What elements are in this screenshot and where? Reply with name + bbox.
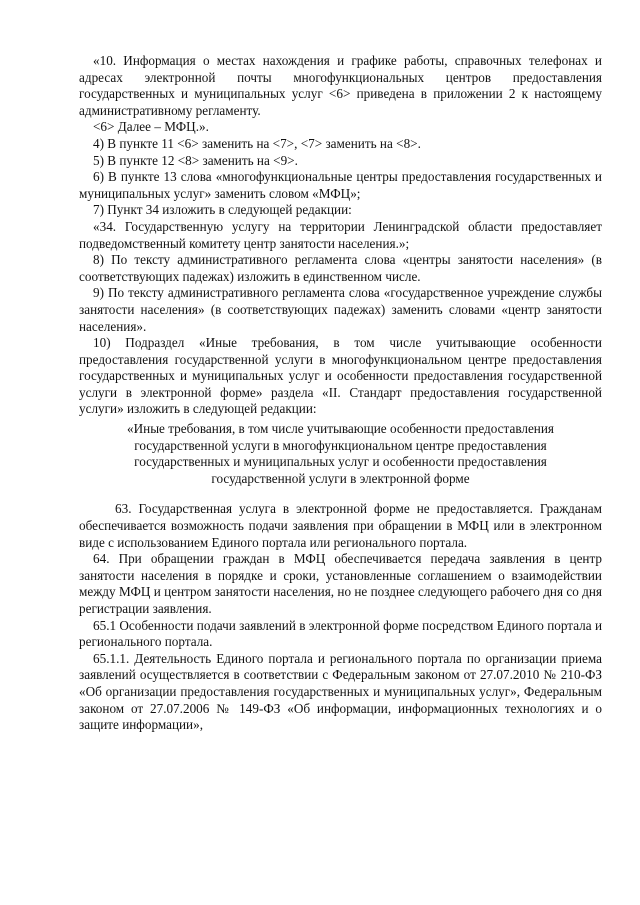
paragraph-34-quote: «34. Государственную услугу на территории Ленинградской области предоставляет подведомственный комитету центр занятости населения.»;	[79, 218, 602, 251]
section-65-1: 65.1 Особенности подачи заявлений в электронной форме посредством Единого портала и регионального портала.	[79, 617, 602, 650]
paragraph-6: 6) В пункте 13 слова «многофункциональные центры предоставления государственных и муниципальных услуг» заменить словом «МФЦ»;	[79, 169, 602, 201]
section-65-1-1: 65.1.1. Деятельность Единого портала и регионального портала по организации приема заявлений осуществляется в соответствии с Федеральным законом от 27.07.2010 № 210-ФЗ «Об организации предоставления государственных и муниципальных услуг», Федеральным законом от 27.07.2006 № 149-ФЗ «Об информации, информационных технологиях и о защите информации»,	[79, 650, 602, 733]
paragraph-8: 8) По тексту административного регламента слова «центры занятости населения» (в соответствующих падежах) изложить в единственном числе.	[79, 252, 602, 284]
paragraph-7: 7) Пункт 34 изложить в следующей редакции:	[93, 202, 352, 218]
footnote-mfc: <6> Далее – МФЦ.».	[93, 119, 209, 135]
subsection-heading: «Иные требования, в том числе учитывающие особенности предоставления государственной услуги в многофункциональном центре предоставления государственных и муниципальных услуг и особенности предоставления государственной услуги в электронной форме	[127, 421, 554, 486]
section-63: 63. Государственная услуга в электронной форме не предоставляется. Гражданам обеспечивается возможность подачи заявления при обращении в МФЦ или в электронном виде с использованием Единого портала или регионального портала.	[79, 501, 602, 550]
paragraph-4: 4) В пункте 11 <6> заменить на <7>, <7> заменить на <8>.	[93, 135, 421, 151]
paragraph-5: 5) В пункте 12 <8> заменить на <9>.	[93, 152, 298, 168]
section-64: 64. При обращении граждан в МФЦ обеспечивается передача заявления в центр занятости населения в порядке и сроки, установленные соглашением о взаимодействии между МФЦ и центром занятости населения, но не позднее следующего рабочего дня со дня регистрации заявления.	[79, 551, 602, 616]
document-body	[79, 53, 602, 734]
paragraph-10: 10) Подраздел «Иные требования, в том числе учитывающие особенности предоставления государственной услуги в многофункциональном центре предоставления государственных и муниципальных услуг и особенности предоставления государственной услуги в электронной форме» раздела «II. Стандарт предоставления государственной услуги» изложить в следующей редакции:	[79, 335, 602, 417]
paragraph-9: 9) По тексту административного регламента слова «государственное учреждение службы занятости населения» (в соответствующих падежах) заменить словами «центр занятости населения».	[79, 285, 602, 334]
paragraph-item-10-info: «10. Информация о местах нахождения и графике работы, справочных телефонах и адресах электронной почты многофункциональных центров предоставления государственных и муниципальных услуг <6> приведена в приложении 2 к настоящему административному регламенту.	[79, 53, 602, 118]
